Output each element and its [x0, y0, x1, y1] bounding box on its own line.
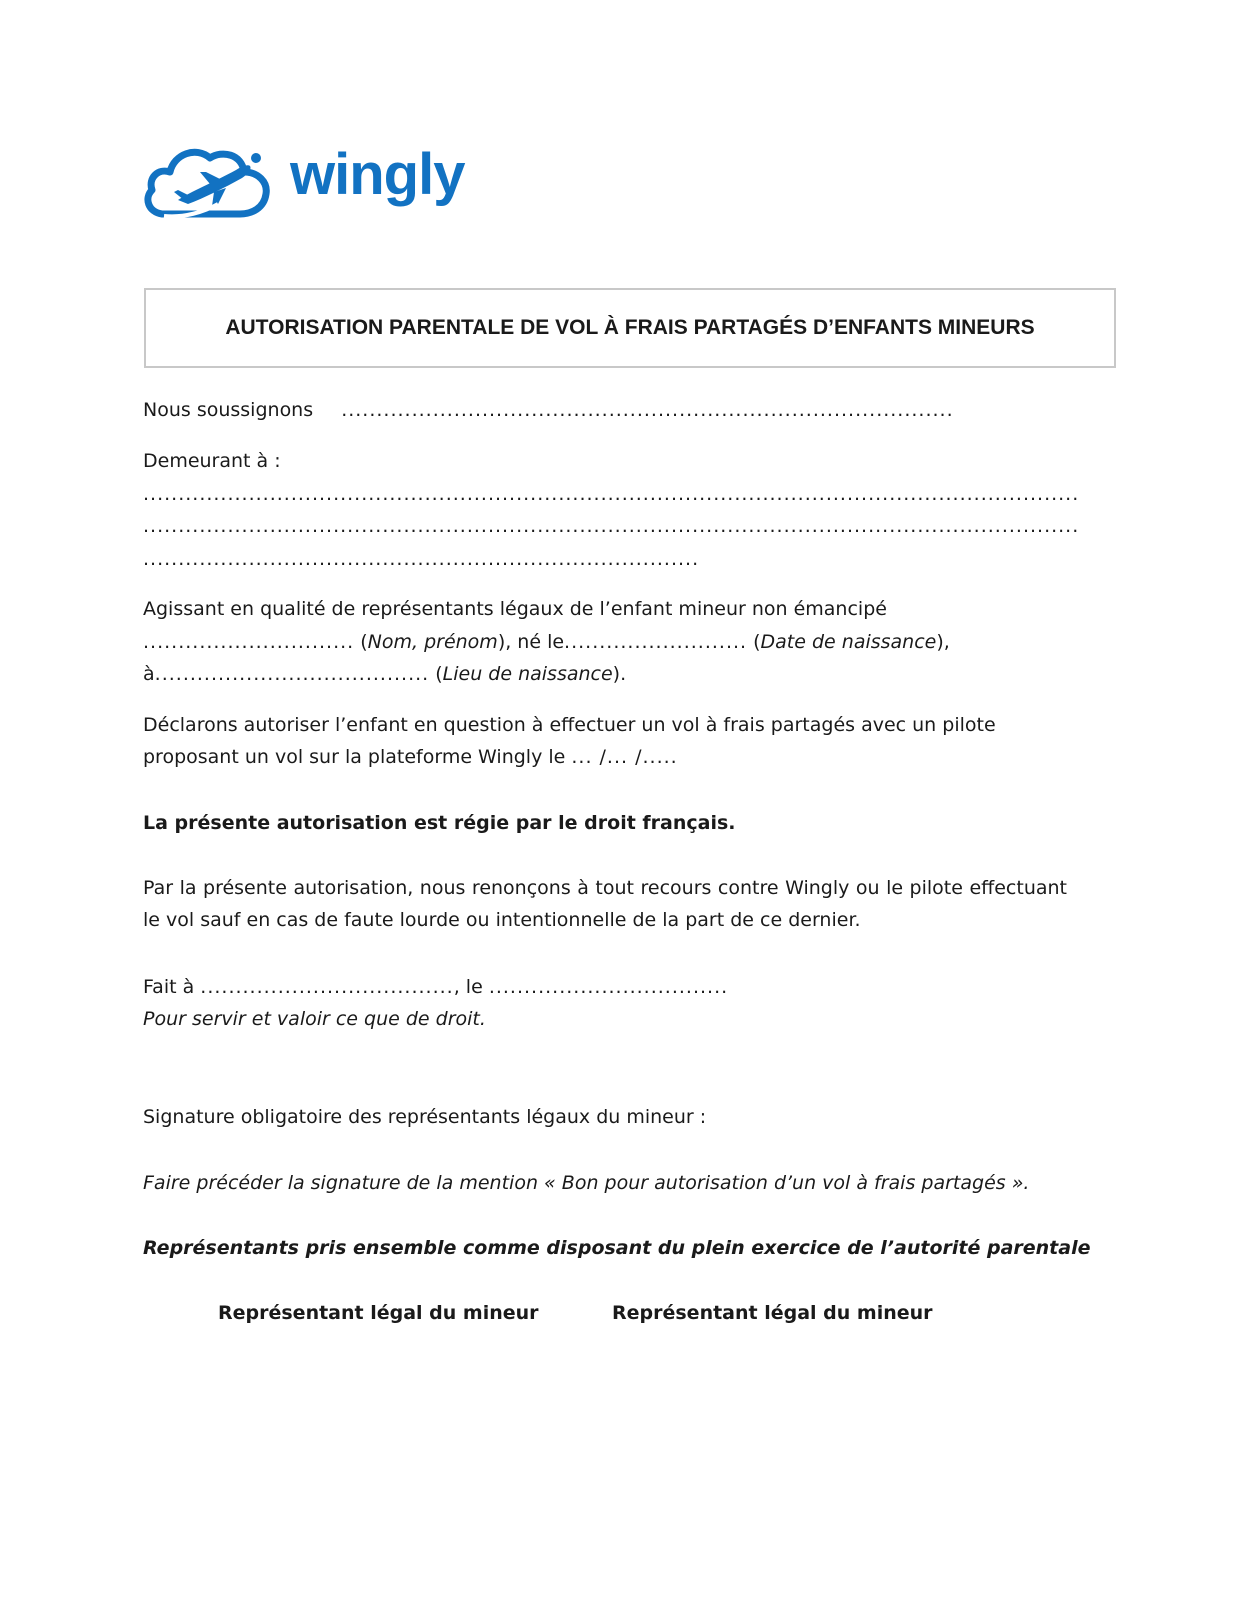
- at-label: à: [143, 663, 155, 685]
- renonciation-paragraph: Par la présente autorisation, nous renonçons à tout recours contre Wingly ou le pilote effectuant le vol sauf en cas de faute lourde ou intentionnelle de la part de ce dernier.: [143, 877, 1067, 931]
- paren-open: (: [354, 631, 368, 653]
- child-name-field[interactable]: ..............................: [143, 631, 355, 653]
- fait-place-field[interactable]: ....................................: [200, 976, 454, 998]
- soussignons-line: [143, 397, 954, 423]
- paren-open: (: [747, 631, 761, 653]
- birth-date-field[interactable]: ..........................: [564, 631, 748, 653]
- soussignons-field[interactable]: .......................................................................................: [341, 399, 954, 421]
- place-close: ).: [612, 663, 627, 685]
- document-title-box: [144, 288, 1116, 368]
- cloud-airplane-icon: [144, 142, 276, 222]
- signature-label: Signature obligatoire des représentants légaux du mineur :: [143, 1106, 707, 1128]
- address-field-2[interactable]: .....................................................................................................................................: [143, 515, 1080, 537]
- declaration-line-2: [143, 744, 678, 770]
- signature-mention: Faire précéder la signature de la mention « Bon pour autorisation d’un vol à frais partagés ».: [143, 1172, 1030, 1194]
- address-field-3[interactable]: ...............................................................................: [143, 548, 700, 570]
- address-field-1[interactable]: .....................................................................................................................................: [143, 483, 1080, 505]
- representants-statement: Représentants pris ensemble comme disposant du plein exercice de l’autorité parentale: [143, 1237, 1091, 1259]
- fait-line: [143, 974, 728, 1000]
- fait-date-field[interactable]: ..................................: [488, 976, 729, 998]
- servir-line: Pour servir et valoir ce que de droit.: [143, 1008, 486, 1030]
- fait-le: , le: [453, 976, 489, 998]
- declaration-text: proposant un vol sur la plateforme Wingly le: [143, 746, 572, 768]
- flight-date-field[interactable]: ... /... /.....: [571, 746, 678, 768]
- paren-open: (: [429, 663, 443, 685]
- birth-place-line: [143, 661, 626, 687]
- wingly-logo: [144, 142, 464, 224]
- child-name-line: [143, 629, 950, 655]
- law-statement: La présente autorisation est régie par le droit français.: [143, 812, 736, 834]
- birth-date-hint: Date de naissance: [760, 631, 937, 653]
- wingly-wordmark: wingly: [290, 142, 465, 207]
- name-hint: Nom, prénom: [367, 631, 498, 653]
- document-title: AUTORISATION PARENTALE DE VOL À FRAIS PARTAGÉS D’ENFANTS MINEURS: [225, 316, 1035, 339]
- name-close: ), né le: [497, 631, 565, 653]
- representant-2-label: Représentant légal du mineur: [612, 1302, 933, 1324]
- soussignons-label: Nous soussignons: [143, 399, 314, 421]
- agissant-line: Agissant en qualité de représentants légaux de l’enfant mineur non émancipé: [143, 598, 887, 620]
- declaration-line-1: Déclarons autoriser l’enfant en question à effectuer un vol à frais partagés avec un pilote: [143, 714, 996, 736]
- birth-place-hint: Lieu de naissance: [442, 663, 613, 685]
- birth-close: ),: [936, 631, 950, 653]
- birth-place-field[interactable]: .......................................: [154, 663, 430, 685]
- demeurant-label: Demeurant à :: [143, 450, 281, 472]
- fait-label: Fait à: [143, 976, 201, 998]
- representant-1-label: Représentant légal du mineur: [218, 1302, 539, 1324]
